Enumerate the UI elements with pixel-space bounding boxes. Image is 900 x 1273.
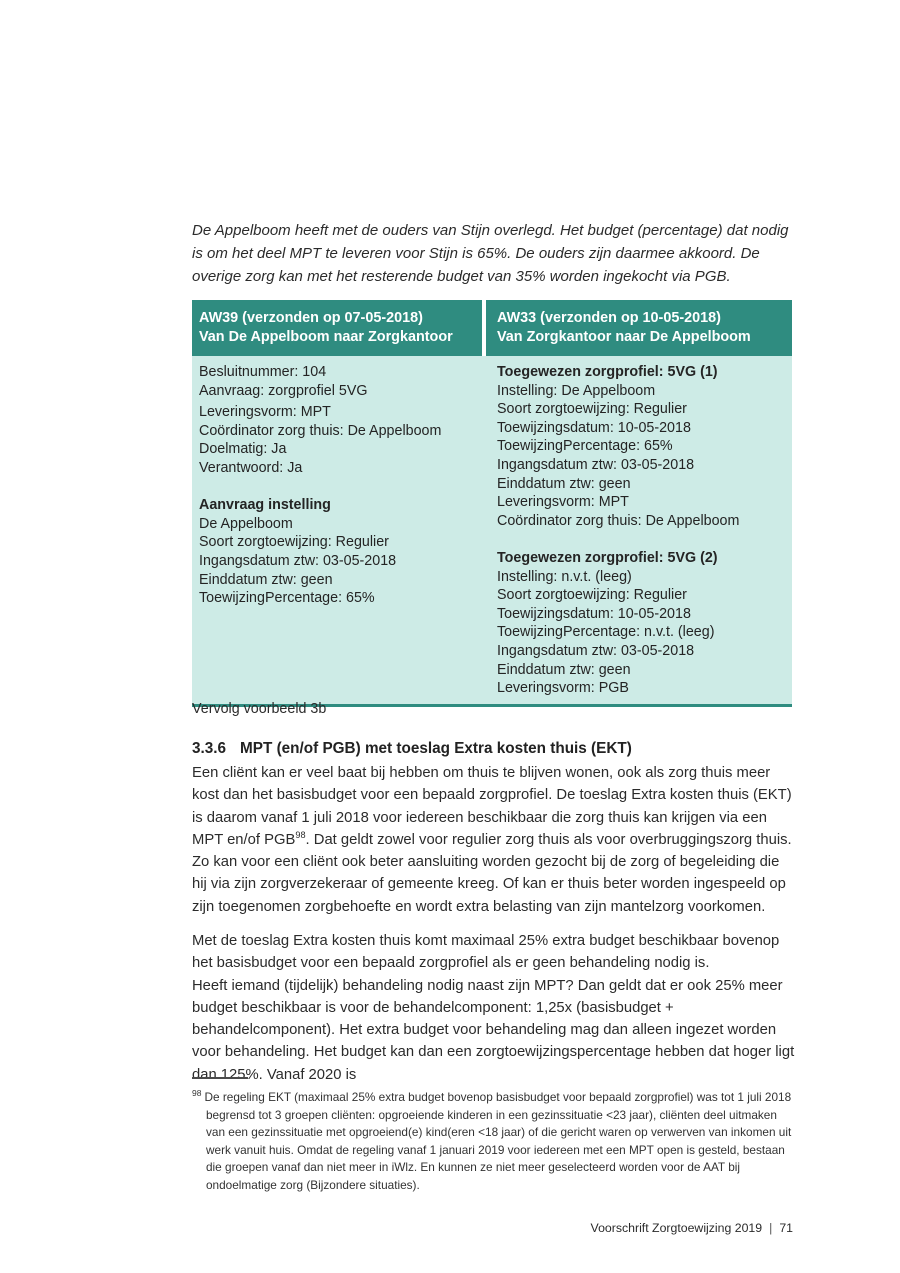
section-number: 3.3.6 (192, 740, 227, 757)
table-caption: Vervolg voorbeeld 3b (192, 701, 327, 717)
spacer (497, 530, 786, 549)
table-row: Toewijzingsdatum: 10-05-2018 (497, 419, 691, 436)
aw39-column (192, 363, 486, 698)
table-row: De Appelboom (199, 515, 293, 532)
table-row: Doelmatig: Ja (199, 441, 287, 458)
table-row-subheading: Aanvraag instelling (199, 497, 331, 514)
table-row: Besluitnummer: 104 (199, 364, 327, 380)
section-heading (192, 740, 798, 758)
table-row: Einddatum ztw: geen (497, 475, 631, 492)
table-row: ToewijzingPercentage: n.v.t. (leeg) (497, 624, 715, 641)
paragraph-text: Met de toeslag Extra kosten thuis komt maximaal 25% extra budget beschikbaar bovenop het basisbudget voor een bepaald zorgprofiel als er geen behandeling nodig is. (192, 933, 780, 972)
section-title: MPT (en/of PGB) met toeslag Extra kosten thuis (EKT) (240, 740, 632, 757)
table-row: Aanvraag: zorgprofiel 5VG (199, 382, 368, 399)
table-row: Coördinator zorg thuis: De Appelboom (497, 512, 740, 529)
footnote-98 (192, 1085, 796, 1194)
paragraph-text: Heeft iemand (tijdelijk) behandeling nodig naast zijn MPT? Dan geldt dat er ook 25% meer budget beschikbaar is voor de behandelcomponent: 1,25x (basisbudget + behandelcomponent). Het extra budget voor behandeling mag dan alleen ingezet worden voor behandeling. Het budget kan dan een zorgtoewijzingspercentage hebben dat hoger ligt dan 125%. Vanaf 2020 is (192, 977, 795, 1083)
table-row: Verantwoord: Ja (199, 459, 303, 476)
aw33-title: AW33 (verzonden op 10-05-2018) (497, 310, 721, 326)
footer-separator: | (769, 1221, 773, 1235)
footnote-separator-rule (192, 1077, 248, 1079)
table-row: Coördinator zorg thuis: De Appelboom (199, 422, 442, 439)
table-row: Toewijzingsdatum: 10-05-2018 (497, 605, 691, 622)
table-row: Leveringsvorm: PGB (497, 680, 629, 697)
footnote-marker: 98 (192, 1088, 202, 1098)
aw33-column (486, 363, 792, 698)
page-number: 71 (779, 1221, 793, 1235)
spacer (199, 478, 482, 497)
table-body (192, 356, 792, 707)
body-paragraph-2 (192, 930, 798, 1086)
document-title: Voorschrift Zorgtoewijzing 2019 (590, 1221, 763, 1235)
footnote-text: De regeling EKT (maximaal 25% extra budget bovenop basisbudget voor bepaald zorgprofiel) was tot 1 juli 2018 begrensd tot 3 groepen cliënten: opgroeiende kinderen in een gezinssituatie <23 jaar), cliënten deel uitmaken van een gezinssituatie met opgroeiend(e) kind(eren <18 jaar) of die gericht waren op verwerven van inkomen uit werk vanuit huis. Omdat de regeling vanaf 1 januari 2019 voor iedereen met een MPT open is gesteld, bestaan die groepen vanaf dan niet meer in iWlz. En kunnen ze niet meer geselecteerd worden voor de AAT bij ondoelmatige zorg (Bijzondere situaties). (204, 1089, 792, 1192)
table-row: Leveringsvorm: MPT (199, 404, 331, 421)
table-row: Ingangsdatum ztw: 03-05-2018 (497, 456, 695, 473)
table-row: Soort zorgtoewijzing: Regulier (497, 401, 687, 418)
table-row: Soort zorgtoewijzing: Regulier (199, 534, 389, 551)
table-header-aw33 (486, 300, 792, 356)
table-row-subheading: Toegewezen zorgprofiel: 5VG (1) (497, 364, 718, 380)
table-header-row (192, 300, 792, 356)
table-row: Einddatum ztw: geen (199, 571, 333, 588)
table-row: ToewijzingPercentage: 65% (199, 590, 375, 607)
table-row-subheading: Toegewezen zorgprofiel: 5VG (2) (497, 549, 718, 566)
table-header-aw39 (192, 300, 482, 356)
table-row: Ingangsdatum ztw: 03-05-2018 (497, 642, 695, 659)
table-row: Instelling: De Appelboom (497, 382, 656, 399)
paragraph-text: Een cliënt kan er veel baat bij hebben om thuis te blijven wonen, ook als zorg thuis meer kost dan het basisbudget voor een bepaald zorgprofiel. De toeslag Extra kosten thuis (EKT) is daarom vanaf 1 juli 2018 voor iedereen beschikbaar die zorg thuis kan krijgen via een MPT en/of PGB (192, 765, 792, 848)
table-row: Ingangsdatum ztw: 03-05-2018 (199, 552, 397, 569)
aw39-title: AW39 (verzonden op 07-05-2018) (199, 310, 423, 326)
table-row: Instelling: n.v.t. (leeg) (497, 568, 632, 585)
page-footer (192, 1221, 793, 1235)
footnote-reference: 98 (295, 829, 306, 840)
table-row: Einddatum ztw: geen (497, 661, 631, 678)
table-row: ToewijzingPercentage: 65% (497, 438, 673, 455)
body-paragraph-1 (192, 762, 798, 918)
message-exchange-table (192, 300, 792, 707)
aw33-direction: Van Zorgkantoor naar De Appelboom (497, 329, 751, 345)
example-intro-italic: De Appelboom heeft met de ouders van Stijn overlegd. Het budget (percentage) dat nodig is om het deel MPT te leveren voor Stijn is 65%. De ouders zijn daarmee akkoord. De overige zorg kan met het resterende budget van 35% worden ingekocht via PGB. (192, 222, 789, 285)
aw39-direction: Van De Appelboom naar Zorgkantoor (199, 329, 453, 345)
table-row: Leveringsvorm: MPT (497, 494, 629, 511)
table-row: Soort zorgtoewijzing: Regulier (497, 587, 687, 604)
paragraph-text: . Dat geldt zowel voor regulier zorg thuis als voor overbruggingszorg thuis. Zo kan voor een cliënt ook beter aansluiting worden gezocht bij de zorg of begeleiding die hij via zijn zorgverzekeraar of gemeente kreeg. Of kan er thuis beter worden ingespeeld op zijn toegenomen zorgbehoefte en wordt extra belasting van zijn mantelzorg voorkomen. (192, 831, 792, 915)
